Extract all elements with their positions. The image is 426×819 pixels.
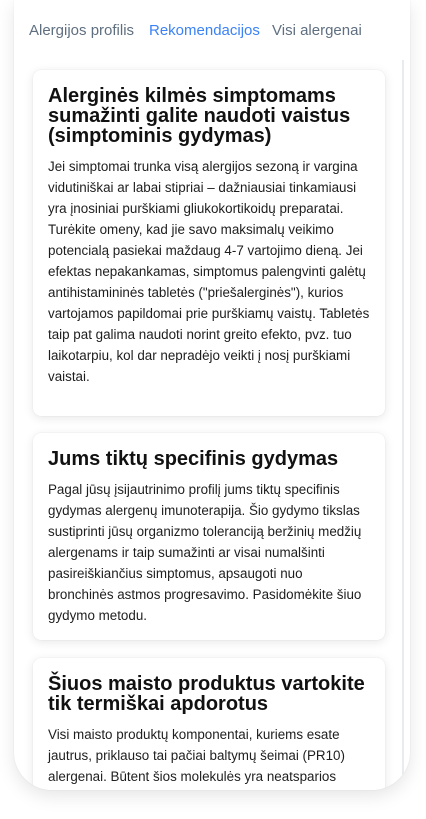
recommendation-card-symptomatic-treatment bbox=[33, 70, 385, 416]
scrollbar-track[interactable] bbox=[402, 60, 404, 790]
card-title: Šiuos maisto produktus vartokite tik termiškai apdorotus bbox=[48, 673, 365, 715]
card-body: Visi maisto produktų komponentai, kuriems esate jautrus, priklauso tai pačiai baltymų šeimai (PR10) alergenai. Būtent šios molekulės yra neatsparios bbox=[48, 727, 345, 784]
tab-bar bbox=[14, 0, 410, 62]
tab-allergy-profile[interactable]: Alergijos profilis bbox=[29, 22, 135, 39]
app-frame bbox=[14, 0, 410, 790]
card-title: Jums tiktų specifinis gydymas bbox=[48, 448, 339, 470]
tab-recommendations[interactable]: Rekomendacijos bbox=[149, 22, 260, 39]
card-body: Jei simptomai trunka visą alergijos sezoną ir vargina vidutiniškai ar labai stipriai – dažniausiai tinkamiausi yra įnosiniai purškiami gliukokortikoidų preparatai. Turėkite omeny, kad jie savo maksimalų veikimo potencialą pasiekai maždaug 4-7 vartojimo dieną. Jei efektas nepakankamas, simptomus palengvinti galėtų antihistamininės tabletės ("priešalerginės"), kurios vartojamos papildomai prie purškiamų vaistų. Tabletės taip pat galima naudoti norint greito efekto, pvz. tuo laikotarpiu, kol dar nepradėjo veikti į nosį purškiami vaistai. bbox=[48, 159, 370, 384]
tab-all-allergens[interactable]: Visi alergenai bbox=[272, 22, 362, 39]
recommendations-list[interactable] bbox=[14, 60, 410, 790]
recommendation-card-food-products bbox=[33, 658, 385, 790]
card-title: Alerginės kilmės simptomams sumažinti galite naudoti vaistus (simptominis gydymas) bbox=[48, 85, 351, 147]
card-body: Pagal jūsų įsijautrinimo profilį jums tiktų specifinis gydymas alergenų imunoterapija. Šio gydymo tikslas sustiprinti jūsų organizmo toleranciją beržinių medžių alergenams ir taip sumažinti ar visai numalšinti pasireiškiančius simptomus, apsaugoti nuo bronchinės astmos progresavimo. Pasidomėkite šiuo gydymo metodu. bbox=[48, 482, 362, 623]
recommendation-card-specific-treatment bbox=[33, 433, 385, 640]
